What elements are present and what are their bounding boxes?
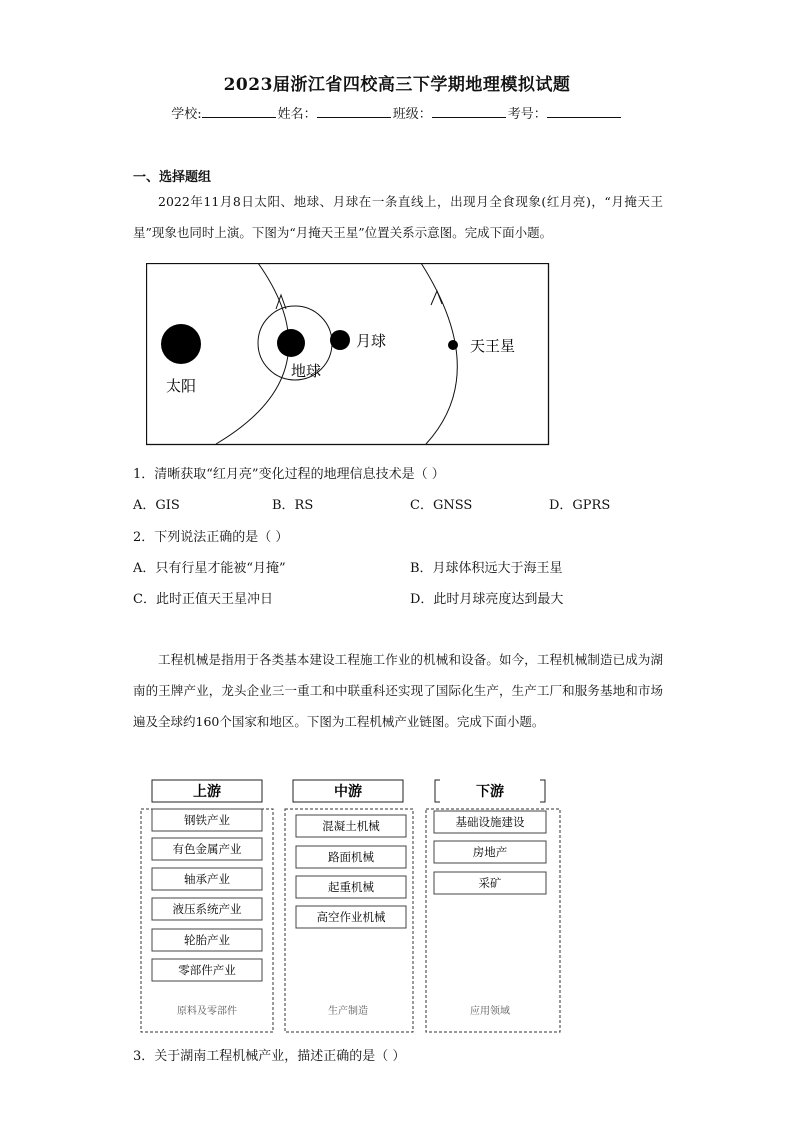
occultation-diagram (146, 263, 550, 446)
industry-chain-diagram (139, 776, 565, 1036)
upstream-item: 轴承产业 (184, 872, 230, 886)
moon-label: 月球 (356, 332, 387, 350)
upstream-item: 钢铁产业 (184, 813, 230, 827)
q2-option-c[interactable]: C．此时正值天王星冲日 (133, 592, 273, 607)
midstream-item: 混凝土机械 (322, 819, 380, 833)
earth-label: 地球 (291, 362, 322, 380)
upstream-footer: 原料及零部件 (177, 1006, 237, 1017)
uranus-label: 天王星 (470, 337, 516, 355)
section2-intro: 工程机械是指用于各类基本建设工程施工作业的机械和设备。如今，工程机械制造已成为湖南的王牌产业，龙头企业三一重工和中联重科还实现了国际化生产，生产工厂和服务基地和市场遍及全球约160个国家和地区。下图为工程机械产业链图。完成下面小题。 (133, 652, 663, 729)
downstream-bracket-right (540, 780, 545, 802)
downstream-item: 房地产 (472, 845, 508, 859)
earth-icon (277, 329, 305, 357)
name-blank[interactable] (317, 105, 391, 118)
upstream-header: 上游 (193, 784, 221, 800)
downstream-bracket-left (435, 780, 440, 802)
downstream-item: 采矿 (478, 876, 502, 890)
downstream-header: 下游 (476, 784, 504, 800)
page-title: 2023届浙江省四校高三下学期地理模拟试题 (223, 75, 571, 95)
class-blank[interactable] (432, 105, 506, 118)
student-info-line (0, 103, 794, 122)
midstream-footer: 生产制造 (328, 1006, 368, 1017)
q2-option-b[interactable]: B．月球体积远大于海王星 (410, 561, 563, 576)
question-1-stem: 1．清晰获取“红月亮”变化过程的地理信息技术是（ ） (133, 467, 445, 482)
question-2-stem: 2．下列说法正确的是（ ） (133, 530, 289, 545)
upstream-item: 零部件产业 (178, 963, 236, 977)
upstream-item: 液压系统产业 (172, 902, 242, 916)
midstream-item: 起重机械 (328, 880, 374, 894)
section1-intro: 2022年11月8日太阳、地球、月球在一条直线上，出现月全食现象(红月亮)，“月掩天王星”现象也同时上演。下图为“月掩天王星”位置关系示意图。完成下面小题。 (133, 194, 663, 240)
school-label: 学校: (171, 107, 202, 122)
q2-option-d[interactable]: D．此时月球亮度达到最大 (410, 592, 564, 607)
downstream-item: 基础设施建设 (455, 815, 525, 829)
sun-icon (161, 324, 201, 364)
school-blank[interactable] (202, 105, 276, 118)
midstream-header: 中游 (334, 784, 362, 800)
downstream-column (426, 780, 560, 1032)
number-blank[interactable] (547, 105, 621, 118)
number-label: 考号： (507, 107, 547, 122)
q1-option-b[interactable]: B．RS (272, 498, 314, 513)
section-title: 一、选择题组 (133, 170, 212, 185)
midstream-column (285, 780, 413, 1032)
question-3-stem: 3．关于湖南工程机械产业，描述正确的是（ ） (133, 1049, 406, 1064)
sun-label: 太阳 (166, 377, 197, 395)
upstream-item: 有色金属产业 (172, 842, 242, 856)
class-label: 班级： (392, 107, 432, 122)
midstream-item: 高空作业机械 (316, 910, 386, 924)
q1-option-d[interactable]: D．GPRS (549, 498, 611, 513)
q1-option-a[interactable]: A．GIS (133, 498, 180, 513)
q2-option-a[interactable]: A．只有行星才能被“月掩” (133, 561, 286, 576)
q1-option-c[interactable]: C．GNSS (410, 498, 473, 513)
name-label: 姓名： (277, 107, 317, 122)
downstream-footer: 应用领域 (470, 1006, 510, 1017)
midstream-item: 路面机械 (328, 850, 374, 864)
uranus-icon (448, 340, 458, 350)
upstream-item: 轮胎产业 (184, 933, 230, 947)
upstream-column (141, 780, 273, 1032)
moon-icon (330, 330, 350, 350)
